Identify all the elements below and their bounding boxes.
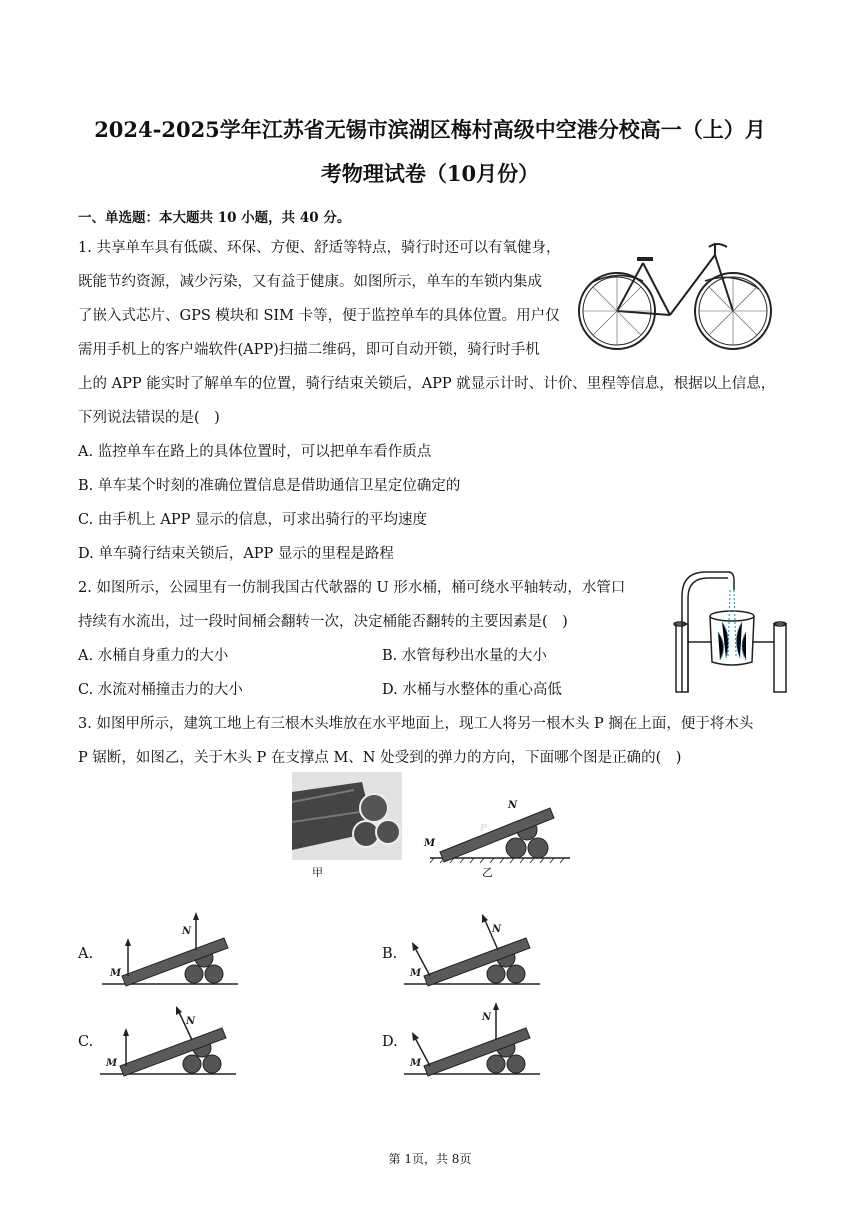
svg-text:N: N	[182, 926, 192, 937]
q1-line: 了嵌入式芯片、GPS 模块和 SIM 卡等，便于监控单车的具体位置。用户仅	[78, 308, 560, 324]
page-footer: 第 1页，共 8页	[388, 1152, 472, 1166]
figure-label-jia: 甲	[312, 866, 323, 879]
svg-text:M: M	[106, 1058, 118, 1069]
svg-text:N: N	[482, 1012, 492, 1023]
q3-option-d-label: D.	[382, 1034, 398, 1050]
page-title-line1: 2024-2025学年江苏省无锡市滨湖区梅村高级中空港分校高一（上）月	[94, 117, 766, 142]
svg-text:M: M	[110, 968, 122, 979]
q3-option-c-label: C.	[78, 1034, 94, 1050]
svg-text:N: N	[492, 924, 502, 935]
q1-option-a: A. 监控单车在路上的具体位置时，可以把单车看作质点	[78, 444, 432, 460]
q2-option-c: C. 水流对桶撞击力的大小	[78, 682, 243, 698]
q2-option-b: B. 水管每秒出水量的大小	[382, 648, 547, 664]
figure-label-p: P	[480, 824, 487, 834]
q1-line: 需用手机上的客户端软件(APP)扫描二维码，即可自动开锁，骑行时手机	[78, 342, 540, 358]
q1-option-c: C. 由手机上 APP 显示的信息，可求出骑行的平均速度	[78, 512, 427, 528]
q3-option-a-figure	[98, 910, 240, 992]
figure-label-n: N	[508, 800, 518, 811]
q3-line: P 锯断，如图乙，关于木头 P 在支撑点 M、N 处受到的弹力的方向，下面哪个图是正确的( )	[78, 750, 682, 766]
q1-option-d: D. 单车骑行结束关锁后，APP 显示的里程是路程	[78, 546, 394, 562]
svg-text:N: N	[186, 1016, 196, 1027]
q2-option-d: D. 水桶与水整体的重心高低	[382, 682, 562, 698]
q1-line: 1. 共享单车具有低碳、环保、方便、舒适等特点，骑行时还可以有氧健身，	[78, 240, 561, 256]
q3-option-b-label: B.	[382, 946, 398, 962]
q1-line: 既能节约资源，减少污染，又有益于健康。如图所示，单车的车锁内集成	[78, 274, 542, 290]
svg-text:M: M	[410, 1058, 422, 1069]
q3-option-d-figure	[400, 1000, 542, 1082]
q2-line: 2. 如图所示，公园里有一仿制我国古代欹器的 U 形水桶，桶可绕水平轴转动，水管口	[78, 580, 626, 596]
q3-option-c-figure	[96, 1000, 238, 1082]
logs-photo-figure	[292, 772, 402, 862]
figure-yi	[420, 790, 572, 864]
section-header: 一、单选题：本大题共 10 小题，共 40 分。	[78, 210, 351, 226]
page-title-line2: 考物理试卷（10月份）	[320, 161, 540, 186]
q2-line: 持续有水流出，过一段时间桶会翻转一次，决定桶能否翻转的主要因素是( )	[78, 614, 568, 630]
q3-line: 3. 如图甲所示，建筑工地上有三根木头堆放在水平地面上，现工人将另一根木头 P 搁在上面，便于将木头	[78, 716, 754, 732]
figure-label-yi: 乙	[482, 866, 493, 879]
svg-text:M: M	[410, 968, 422, 979]
q3-option-b-figure	[400, 910, 542, 992]
q1-line: 下列说法错误的是( )	[78, 410, 220, 426]
q1-option-b: B. 单车某个时刻的准确位置信息是借助通信卫星定位确定的	[78, 478, 461, 494]
q2-option-a: A. 水桶自身重力的大小	[78, 648, 229, 664]
water-bucket-figure	[662, 566, 800, 696]
figure-label-m: M	[424, 838, 436, 849]
bicycle-figure	[575, 233, 775, 355]
q3-option-a-label: A.	[78, 946, 94, 962]
q1-line: 上的 APP 能实时了解单车的位置，骑行结束关锁后，APP 就显示计时、计价、里程等信息，根据以上信息，	[78, 376, 776, 392]
